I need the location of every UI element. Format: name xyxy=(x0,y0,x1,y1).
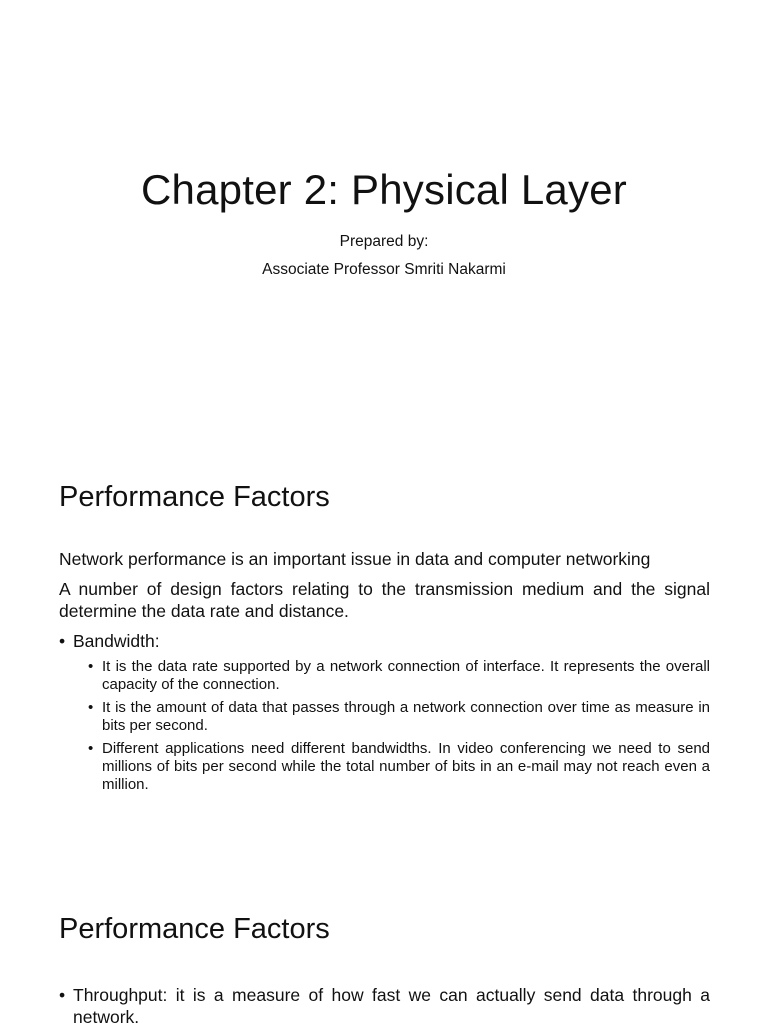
bullet-bandwidth: • Bandwidth: xyxy=(59,630,710,652)
content-slide-throughput xyxy=(0,864,768,1027)
sub-bullet: • Different applications need different bandwidths. In video conferencing we need to send millions of bits per second while the total number of bits in an e-mail may not reach even a million. xyxy=(88,740,710,794)
slide-body xyxy=(59,548,710,799)
sub-bullet: • It is the amount of data that passes through a network connection over time as measure in bits per second. xyxy=(88,699,710,735)
slide-heading: Performance Factors xyxy=(59,481,330,513)
paragraph: Network performance is an important issue in data and computer networking xyxy=(59,549,651,569)
sub-bullet-list xyxy=(59,658,710,794)
slide-body xyxy=(59,984,710,1034)
title-slide xyxy=(0,0,768,432)
paragraph: A number of design factors relating to the transmission medium and the signal determine the data rate and distance. xyxy=(59,579,710,621)
prepared-by-label: Prepared by: xyxy=(339,233,429,250)
author-name: Associate Professor Smriti Nakarmi xyxy=(262,261,506,278)
sub-bullet: • It is the data rate supported by a network connection of interface. It represents the overall capacity of the connection. xyxy=(88,658,710,694)
slide-title: Chapter 2: Physical Layer xyxy=(141,166,627,213)
content-slide-bandwidth xyxy=(0,432,768,864)
slide-heading: Performance Factors xyxy=(59,913,330,945)
bullet-throughput: • Throughput: it is a measure of how fast we can actually send data through a network. xyxy=(59,984,710,1028)
